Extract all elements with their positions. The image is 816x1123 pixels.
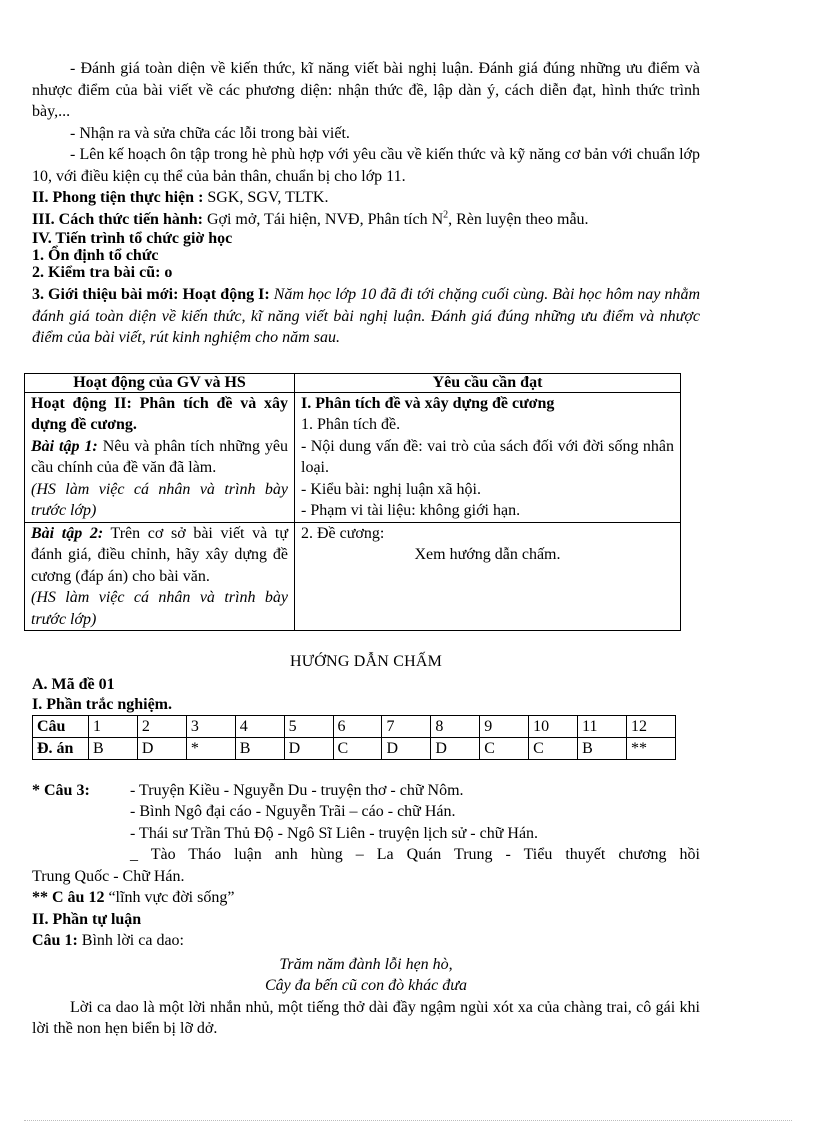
answer-cell-answer: D [137,737,186,759]
answer-cell-question: 4 [235,715,284,737]
intro-paragraph-3: - Lên kế hoạch ôn tập trong hè phù hợp với yêu cầu về kiến thức và kỹ năng cơ bản với chuẩn lớp 10, với điều kiện cụ thể của bản thân, chuẩn bị cho lớp 11. [32,146,700,185]
guide-part-2: II. Phần tự luận [32,910,142,928]
section-4-3-label: 3. Giới thiệu bài mới: [32,286,179,303]
final-paragraph: Lời ca dao là một lời nhắn nhủ, một tiếng thở dài đầy ngậm ngùi xót xa của chàng trai, cô gái khi lời thề non hẹn biển bị lỡ dở. [32,998,700,1037]
answer-cell-question: 6 [333,715,382,737]
question-3-label: * Câu 3: [32,781,90,799]
row1-right-line-3: - Kiểu bài: nghị luận xã hội. [301,480,481,498]
answer-cell-answer: D [382,737,431,759]
section-2-label: II. Phong tiện thực hiện : [32,189,204,206]
answer-cell-question: 8 [431,715,480,737]
poem-line-1: Trăm năm đành lỗi hẹn hò, [279,955,453,973]
answer-row-label: Đ. án [33,737,89,759]
answer-cell-answer: C [333,737,382,759]
essay-question-1-text: Bình lời ca dao: [77,932,184,949]
section-3-text: Gợi mở, Tái hiện, NVĐ, Phân tích N [202,210,444,228]
section-4-heading: IV. Tiến trình tổ chức giờ học [32,230,233,247]
row1-left-exercise [31,436,288,479]
answer-cell-question: 11 [578,715,627,737]
activity-table-header [25,373,681,392]
exercise-1-label: Bài tập 1: [31,437,98,455]
answer-cell-answer: B [578,737,627,759]
section-3-tail: , Rèn luyện theo mẫu. [448,210,589,228]
section-4-3 [32,284,700,349]
answer-cell-question: 2 [137,715,186,737]
exercise-1-text: Nêu và phân tích những yêu cầu chính của đề văn đã làm. [31,437,289,476]
question-12-label: ** C âu 12 [32,889,105,906]
table-row [25,392,681,522]
section-3-label: III. Cách thức tiến hành: [32,210,203,228]
poem-line-2: Cây đa bến cũ con đò khác đưa [264,977,467,994]
row1-left-title: Hoạt động II: Phân tích đề và xây dựng đề cương. [31,394,288,433]
answer-cell-question: 9 [480,715,529,737]
row1-left-note: (HS làm việc cá nhân và trình bày trước lớp) [31,480,288,519]
document-page [32,58,700,1040]
row2-right-cell [295,522,681,631]
row2-right-line-2: Xem hướng dẫn chấm. [414,546,561,563]
col-header-requirements: Yêu cầu cần đạt [295,373,681,392]
answer-cell-question: 1 [89,715,138,737]
answer-cell-question: 5 [284,715,333,737]
question-3-line-2: - Bình Ngô đại cáo - Nguyễn Trãi – cáo - chữ Hán. [130,803,456,820]
table-row [25,522,681,631]
answer-table-question-row [33,715,676,737]
row2-left-exercise [31,523,288,588]
exercise-2-label: Bài tập 2: [31,524,104,542]
answer-cell-question: 3 [186,715,235,737]
spacer [32,349,700,373]
section-4-3-text: Năm học lớp 10 đã đi tới chặng cuối cùng. Bài học hôm nay nhằm đánh giá toàn diện về kiến thức, kĩ năng viết bài nghị luận. Đánh giá đúng những ưu điểm và nhược điểm của bài viết, rút kinh nghiệm cho năm sau. [32,286,701,346]
section-4-1: 1. Ổn định tổ chức [32,247,159,264]
guide-title: HƯỚNG DẪN CHẤM [289,653,443,670]
exercise-2-text: Trên cơ sở bài viết và tự đánh giá, điều chỉnh, hãy xây dựng đề cương (đáp án) cho bài văn. [31,524,289,585]
intro-paragraph-1: - Đánh giá toàn diện về kiến thức, kĩ năng viết bài nghị luận. Đánh giá đúng những ưu điểm và nhược điểm của bài viết về các phương diện: nhận thức đề, lập dàn ý, cách diễn đạt, hình thức trình bày,... [32,60,700,120]
section-4-3-activity: Hoạt động I: [178,286,270,303]
answer-cell-answer: C [480,737,529,759]
answer-cell-question: 10 [529,715,578,737]
guide-part-1: I. Phần trắc nghiệm. [32,695,172,713]
page-bottom-divider [24,1120,792,1121]
row2-right-line-1: 2. Đề cương: [301,524,385,542]
answer-cell-answer: D [284,737,333,759]
answer-cell-answer: C [529,737,578,759]
answer-table [32,715,676,760]
essay-question-1-label: Câu 1: [32,932,78,949]
row1-right-line-1: 1. Phân tích đề. [301,416,401,433]
section-2-text: SGK, SGV, TLTK. [203,189,329,206]
guide-code: A. Mã đề 01 [32,675,115,693]
section-4-2: 2. Kiểm tra bài cũ: o [32,264,173,281]
answer-cell-answer: B [89,737,138,759]
intro-paragraph-2: - Nhận ra và sửa chữa các lỗi trong bài viết. [70,124,350,142]
activity-table [24,373,681,632]
answer-row-label: Câu [33,715,89,737]
row1-right-line-2: - Nội dung vấn đề: vai trò của sách đối với đời sống nhân loại. [301,437,674,476]
answer-cell-answer: B [235,737,284,759]
row1-right-title: I. Phân tích đề và xây dựng đề cương [301,394,555,412]
question-3-line-4b: Trung Quốc - Chữ Hán. [32,867,185,885]
question-12-text: “lĩnh vực đời sống” [104,889,235,906]
answer-cell-question: 7 [382,715,431,737]
answer-cell-answer: D [431,737,480,759]
answer-cell-question: 12 [626,715,675,737]
question-3-line-1: - Truyện Kiều - Nguyễn Du - truyện thơ - chữ Nôm. [130,781,464,799]
answer-cell-answer: ** [626,737,675,759]
question-3-block [32,780,700,802]
spacer [32,760,700,780]
question-3-line-4a: _ Tào Tháo luận anh hùng – La Quán Trung - Tiểu thuyết chương hồi [130,846,700,863]
col-header-activities: Hoạt động của GV và HS [25,373,295,392]
section-3-superscript: 2 [443,209,449,221]
question-12 [32,887,700,909]
answer-cell-answer: * [186,737,235,759]
answer-table-answer-row [33,737,676,759]
row2-left-note: (HS làm việc cá nhân và trình bày trước lớp) [31,589,288,628]
row2-left-cell [25,522,295,631]
section-2 [32,187,700,209]
section-3 [32,209,700,231]
row1-right-cell [295,392,681,522]
row1-left-cell [25,392,295,522]
essay-question-1 [32,930,700,952]
question-3-line-3: - Thái sư Trần Thủ Độ - Ngô Sĩ Liên - truyện lịch sử - chữ Hán. [130,824,539,842]
row1-right-line-4: - Phạm vi tài liệu: không giới hạn. [301,502,521,519]
